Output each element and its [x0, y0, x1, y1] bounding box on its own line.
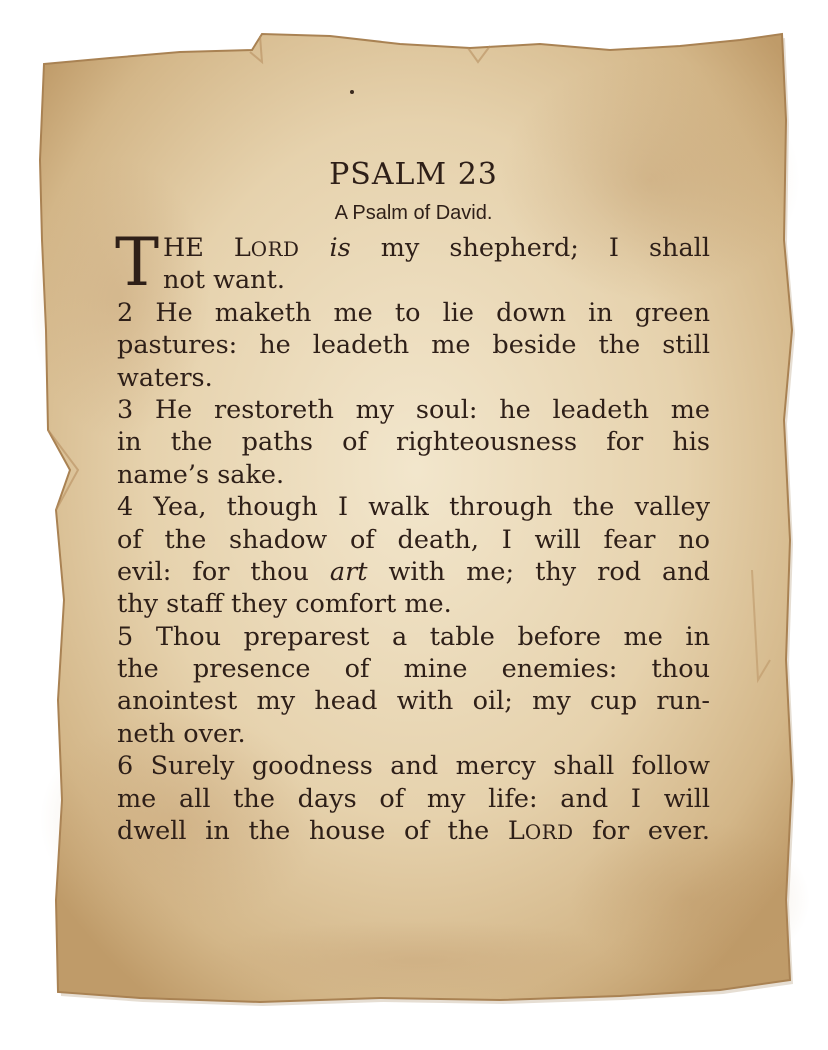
verse-line: name’s sake.: [117, 459, 285, 490]
verse-4: [117, 491, 710, 621]
verses: [115, 224, 710, 847]
verse-line: 5 Thou preparest a table before me in: [117, 621, 710, 652]
verse-line: 2 He maketh me to lie down in green: [117, 297, 710, 328]
verse-line: pastures: he leadeth me beside the still: [117, 330, 710, 361]
verse-line: me all the days of my life: and I will: [117, 783, 710, 814]
verse-3: [117, 394, 710, 491]
verse-line: anointest my head with oil; my cup run-: [117, 686, 710, 717]
verse-line: not want.: [163, 265, 285, 296]
verse-1: [115, 224, 710, 301]
verse-line: evil: for thou art with me; thy rod and: [117, 556, 710, 587]
verse-line: thy staff they comfort me.: [117, 589, 452, 620]
verse-6: [117, 750, 710, 847]
verse-line: 4 Yea, though I walk through the valley: [117, 492, 710, 523]
drop-cap: T: [115, 224, 160, 301]
verse-2: [117, 297, 710, 394]
verse-line: 3 He restoreth my soul: he leadeth me: [117, 394, 710, 425]
verse-line: 6 Surely goodness and mercy shall follow: [117, 751, 710, 782]
psalm-text: [117, 158, 710, 847]
verse-line: dwell in the house of the LORD for ever.: [117, 816, 710, 847]
page-title: PSALM 23: [329, 157, 498, 192]
stain: [200, 920, 640, 1000]
verse-line: in the paths of righteousness for his: [117, 427, 710, 458]
verse-line: neth over.: [117, 718, 246, 749]
verse-line: waters.: [117, 362, 213, 393]
verse-line: the presence of mine enemies: thou: [117, 654, 710, 685]
verse-5: [117, 621, 710, 751]
page-subtitle: A Psalm of David.: [334, 202, 493, 224]
verse-line: HE LORD is my shepherd; I shall: [163, 233, 710, 263]
verse-line: of the shadow of death, I will fear no: [117, 524, 710, 555]
ink-speck: [350, 90, 354, 94]
